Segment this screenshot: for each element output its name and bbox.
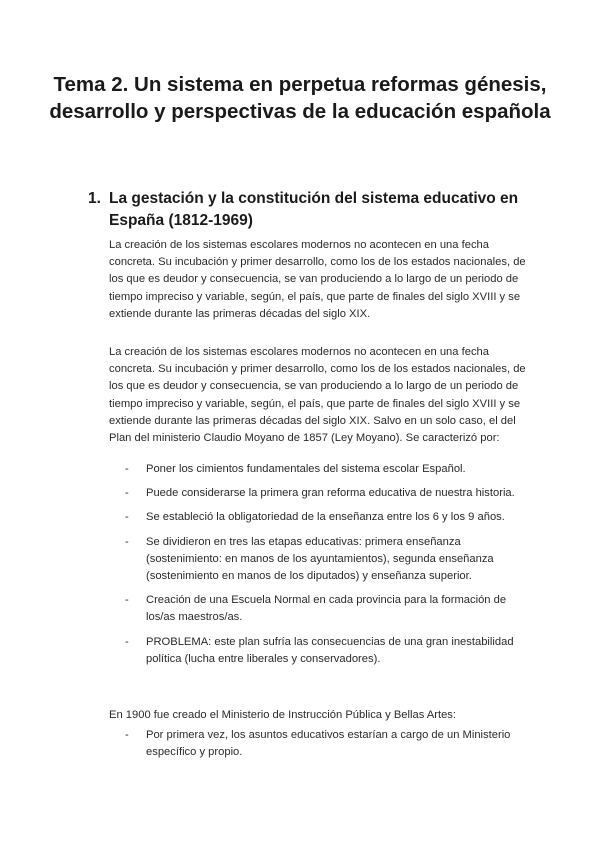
bullet-dash: - xyxy=(125,511,129,524)
bullet-dash: - xyxy=(125,535,129,548)
section-number: 1. xyxy=(88,190,101,207)
list-item xyxy=(125,592,525,626)
section-heading xyxy=(88,188,528,232)
paragraph-1: La creación de los sistemas escolares modernos no acontecen en una fecha concreta. Su incubación y primer desarrollo, como los de los estados nacionales, de los que es deudor y consecuencia, se van produciendo a lo largo de un periodo de tiempo impreciso y variable, según, el país, que parte de finales del siglo XVIII y se extiende durante las primeras décadas del siglo XIX. xyxy=(109,239,526,320)
title-rest: Un sistema en perpetua reformas génesis, desarrollo y perspectivas de la educación española xyxy=(49,73,551,123)
section-heading-text: La gestación y la constitución del sistema educativo en España (1812-1969) xyxy=(109,190,519,229)
list-item-text: Se dividieron en tres las etapas educativas: primera enseñanza (sostenimiento: en manos de los ayuntamientos), segunda enseñanza (sostenimiento en manos de los diputados) y enseñanza superior. xyxy=(146,535,494,583)
paragraph-3: En 1900 fue creado el Ministerio de Instrucción Pública y Bellas Artes: xyxy=(109,709,456,721)
bullet-dash: - xyxy=(125,594,129,607)
ministry-list xyxy=(125,727,525,761)
list-item-text: Por primera vez, los asuntos educativos estarían a cargo de un Ministerio específico y propio. xyxy=(146,729,511,759)
characteristics-list xyxy=(125,461,525,668)
list-item xyxy=(125,485,525,502)
bullet-dash: - xyxy=(125,463,129,475)
list-item-text: Puede considerarse la primera gran reforma educativa de nuestra historia. xyxy=(146,487,515,500)
list-item xyxy=(125,634,525,668)
document-title xyxy=(40,71,560,125)
list-item-text: Poner los cimientos fundamentales del sistema escolar Español. xyxy=(146,463,466,475)
list-item-text: Se estableció la obligatoriedad de la enseñanza entre los 6 y los 9 años. xyxy=(146,511,505,524)
paragraph-2: La creación de los sistemas escolares modernos no acontecen en una fecha concreta. Su incubación y primer desarrollo, como los de los estados nacionales, de los que es deudor y consecuencia, se van produciendo a lo largo de un periodo de tiempo impreciso y variable, según, el país, que parte de finales del siglo XVIII y se extiende durante las primeras décadas del siglo XIX. Salvo en un solo caso, el del Plan del ministerio Claudio Moyano de 1857 (Ley Moyano). Se caracterizó por: xyxy=(109,346,526,445)
bullet-dash: - xyxy=(125,729,129,741)
list-item xyxy=(125,727,525,761)
title-bold-part: Tema 2. xyxy=(53,73,129,96)
list-item-text: Creación de una Escuela Normal en cada provincia para la formación de los/as maestros/as. xyxy=(146,594,507,624)
list-item xyxy=(125,534,525,586)
list-item xyxy=(125,509,525,526)
bullet-dash: - xyxy=(125,635,129,648)
list-item-text: PROBLEMA: este plan sufría las consecuencias de una gran inestabilidad política (lucha entre liberales y conservadores). xyxy=(146,635,514,665)
list-item xyxy=(125,461,525,478)
bullet-dash: - xyxy=(125,487,129,500)
